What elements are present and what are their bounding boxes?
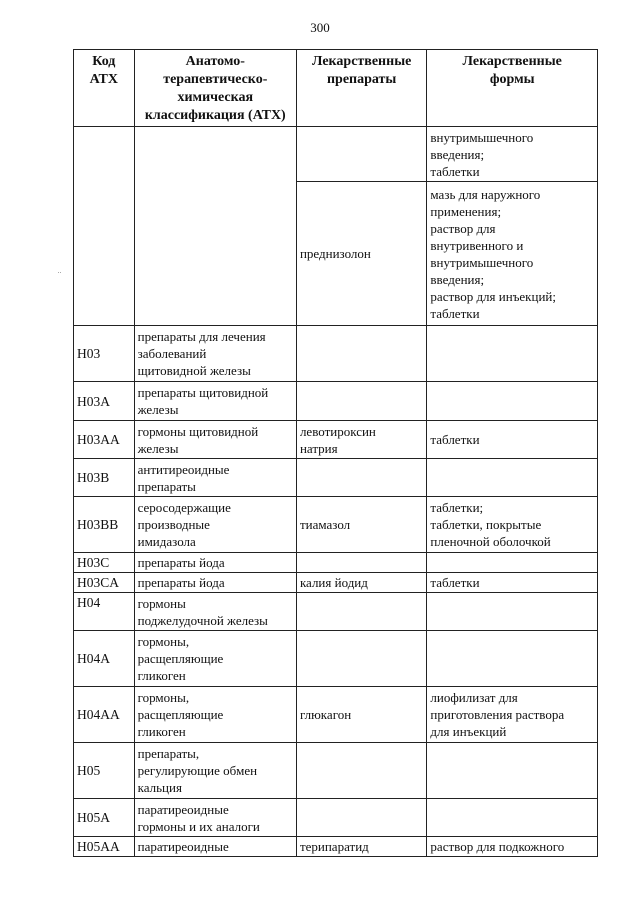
table-row xyxy=(74,631,598,687)
row-form xyxy=(427,553,598,573)
row-form xyxy=(427,631,598,687)
row-drug: левотироксин натрия xyxy=(296,421,426,459)
table-row xyxy=(74,459,598,497)
header-classification: Анатомо- терапевтическо- химическая классификация (АТХ) xyxy=(134,50,296,127)
row-code: H03CA xyxy=(74,573,135,593)
row-drug xyxy=(296,127,426,182)
table-row xyxy=(74,573,598,593)
row-form xyxy=(427,799,598,837)
row-classification: препараты щитовидной железы xyxy=(134,382,296,421)
table-row xyxy=(74,497,598,553)
header-code: Код АТХ xyxy=(74,50,135,127)
row-classification: препараты йода xyxy=(134,553,296,573)
row-classification: серосодержащие производные имидазола xyxy=(134,497,296,553)
atx-drug-table xyxy=(73,49,598,857)
row-code: H03AA xyxy=(74,421,135,459)
row-code: H03 xyxy=(74,326,135,382)
row-form xyxy=(427,459,598,497)
row-code: H03C xyxy=(74,553,135,573)
row-form xyxy=(427,593,598,631)
table-row xyxy=(74,553,598,573)
row-classification xyxy=(134,127,296,326)
row-form: внутримышечного введения; таблетки xyxy=(427,127,598,182)
row-form: таблетки; таблетки, покрытые пленочной оболочкой xyxy=(427,497,598,553)
row-drug: калия йодид xyxy=(296,573,426,593)
row-drug: терипаратид xyxy=(296,837,426,857)
table-row xyxy=(74,593,598,631)
row-classification: препараты, регулирующие обмен кальция xyxy=(134,743,296,799)
table-row xyxy=(74,421,598,459)
table-row xyxy=(74,799,598,837)
row-code: H03A xyxy=(74,382,135,421)
table-row xyxy=(74,326,598,382)
row-form xyxy=(427,382,598,421)
row-classification: антитиреоидные препараты xyxy=(134,459,296,497)
table-row xyxy=(74,687,598,743)
row-form xyxy=(427,326,598,382)
margin-mark xyxy=(58,272,61,275)
row-classification: гормоны, расщепляющие гликоген xyxy=(134,687,296,743)
row-code: H04 xyxy=(74,593,135,631)
row-code: H04A xyxy=(74,631,135,687)
table-row xyxy=(74,743,598,799)
row-classification: паратиреоидные гормоны и их аналоги xyxy=(134,799,296,837)
header-forms: Лекарственные формы xyxy=(427,50,598,127)
table-row xyxy=(74,837,598,857)
row-code: H05 xyxy=(74,743,135,799)
row-drug xyxy=(296,743,426,799)
row-drug xyxy=(296,459,426,497)
row-code xyxy=(74,127,135,326)
row-form: таблетки xyxy=(427,421,598,459)
header-drugs: Лекарственные препараты xyxy=(296,50,426,127)
row-code: H05A xyxy=(74,799,135,837)
table-row xyxy=(74,127,598,182)
row-classification: гормоны щитовидной железы xyxy=(134,421,296,459)
table-row xyxy=(74,382,598,421)
row-drug: глюкагон xyxy=(296,687,426,743)
row-classification: паратиреоидные xyxy=(134,837,296,857)
row-drug xyxy=(296,553,426,573)
page-number: 300 xyxy=(310,20,330,35)
row-code: H03B xyxy=(74,459,135,497)
row-form: лиофилизат для приготовления раствора для инъекций xyxy=(427,687,598,743)
row-form: таблетки xyxy=(427,573,598,593)
row-form xyxy=(427,743,598,799)
row-drug xyxy=(296,593,426,631)
row-drug: тиамазол xyxy=(296,497,426,553)
row-drug xyxy=(296,326,426,382)
row-code: H04AA xyxy=(74,687,135,743)
row-form: раствор для подкожного xyxy=(427,837,598,857)
row-drug xyxy=(296,382,426,421)
row-drug: преднизолон xyxy=(296,182,426,326)
row-code: H03BB xyxy=(74,497,135,553)
row-code: H05AA xyxy=(74,837,135,857)
row-drug xyxy=(296,631,426,687)
row-classification: гормоны, расщепляющие гликоген xyxy=(134,631,296,687)
table-header-row xyxy=(74,50,598,127)
row-classification: препараты для лечения заболеваний щитовидной железы xyxy=(134,326,296,382)
row-classification: препараты йода xyxy=(134,573,296,593)
row-drug xyxy=(296,799,426,837)
row-form: мазь для наружного применения; раствор для внутривенного и внутримышечного введения; раствор для инъекций; таблетки xyxy=(427,182,598,326)
row-classification: гормоны поджелудочной железы xyxy=(134,593,296,631)
